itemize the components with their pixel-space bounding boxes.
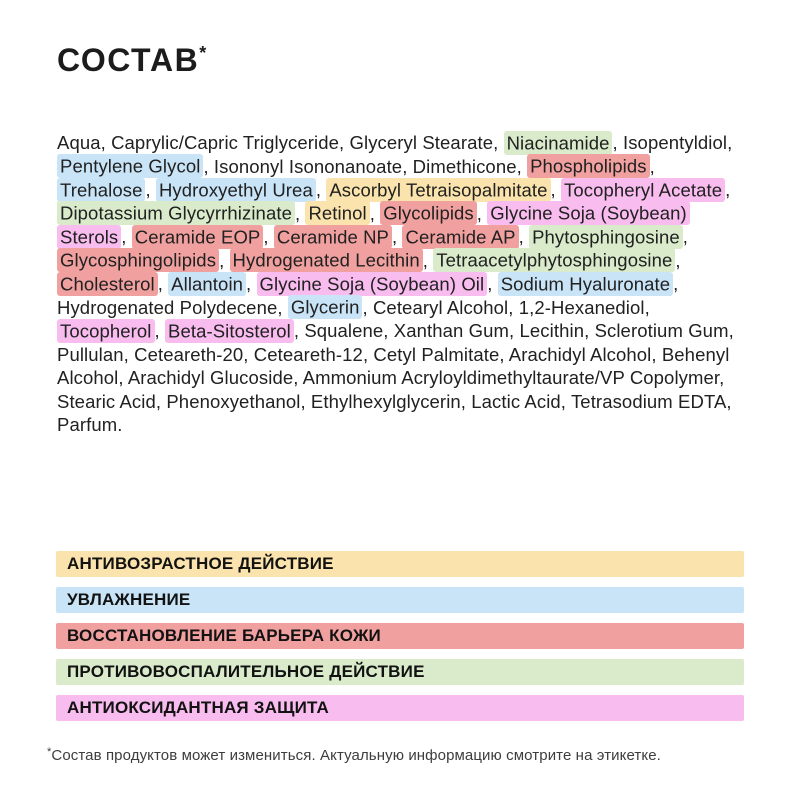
ingredient-highlight-hydration: Allantoin <box>168 272 246 296</box>
ingredient-text: Aqua, Caprylic/Capric Triglyceride, Glyceryl Stearate, <box>57 132 504 153</box>
page-title-text: СОСТАВ <box>57 42 200 78</box>
ingredient-text: , <box>725 179 731 200</box>
ingredient-highlight-hydration: Hydroxyethyl Urea <box>156 178 316 202</box>
ingredient-highlight-antioxidant: Tocopherol <box>57 319 155 343</box>
ingredient-text: , <box>392 226 403 247</box>
legend-bar-label: АНТИОКСИДАНТНАЯ ЗАЩИТА <box>67 698 330 717</box>
ingredient-text: , <box>263 226 274 247</box>
ingredient-highlight-antioxidant: Glycine Soja (Soybean) Sterols <box>57 201 690 249</box>
ingredient-highlight-antiinflammatory: Niacinamide <box>504 131 613 155</box>
ingredient-highlight-hydration: Trehalose <box>57 178 145 202</box>
ingredient-text: , Isononyl Isononanoate, Dimethicone, <box>203 155 528 177</box>
ingredient-highlight-antioxidant: Glycine Soja (Soybean) Oil <box>257 272 488 296</box>
ingredient-text: , <box>294 202 306 224</box>
ingredient-text: , Cetearyl Alcohol, 1,2-Hexanediol, <box>362 296 650 318</box>
ingredient-highlight-barrier: Hydrogenated Lecithin <box>230 248 423 272</box>
ingredient-highlight-barrier: Glycosphingolipids <box>57 248 219 272</box>
ingredient-highlight-antiinflammatory: Tetraacetylphytosphingosine <box>433 248 675 272</box>
legend-bar-label: УВЛАЖНЕНИЕ <box>67 590 191 609</box>
ingredient-highlight-antiaging: Ascorbyl Tetraisopalmitate <box>326 178 550 202</box>
legend-bar-antioxidant <box>56 695 744 721</box>
ingredient-highlight-barrier: Ceramide NP <box>274 225 392 249</box>
ingredient-highlight-antiaging: Retinol <box>305 201 369 225</box>
legend <box>56 551 744 731</box>
ingredient-text: , Squalene, Xanthan Gum, Lecithin, Sclerotium Gum, Pullulan, Ceteareth-20, Ceteareth-12, Cetyl Palmitate, Arachidyl Alcohol, Behenyl Alcohol, Arachidyl Glucoside, Ammonium Acryloyldimethyltaurate/VP Copolymer, Stearic Acid, Phenoxyethanol, Ethylhexylglycerin, Lactic Acid, Tetrasodium EDTA, Parfum. <box>57 320 734 435</box>
legend-bar-hydration <box>56 587 744 613</box>
ingredient-highlight-antioxidant: Tocopheryl Acetate <box>561 178 725 202</box>
ingredient-highlight-barrier: Ceramide AP <box>402 225 518 249</box>
ingredient-text: , <box>422 249 434 271</box>
ingredient-text: , <box>154 320 165 341</box>
legend-bar-antiinflammatory <box>56 659 744 685</box>
ingredient-text: , <box>369 202 381 224</box>
ingredient-highlight-hydration: Pentylene Glycol <box>57 154 203 178</box>
legend-bar-barrier <box>56 623 744 649</box>
footnote <box>47 746 661 764</box>
ingredient-highlight-hydration: Sodium Hyaluronate <box>498 272 673 296</box>
title-asterisk: * <box>199 43 207 63</box>
ingredient-text: , <box>550 179 561 200</box>
ingredient-text: , <box>121 226 132 247</box>
ingredient-text: , <box>675 249 681 271</box>
ingredient-highlight-antiinflammatory: Dipotassium Glycyrrhizinate <box>57 201 295 225</box>
ingredient-text: , Isopentyldiol, <box>612 132 733 153</box>
ingredient-text: , <box>649 155 655 177</box>
ingredient-text: , <box>145 179 156 200</box>
ingredient-highlight-hydration: Glycerin <box>288 295 363 319</box>
ingredient-text: , <box>487 273 498 294</box>
ingredient-highlight-barrier: Ceramide EOP <box>132 225 264 249</box>
ingredient-text: , Hydrogenated Polydecene, <box>57 273 679 318</box>
ingredient-highlight-antioxidant: Beta-Sitosterol <box>165 319 294 343</box>
ingredient-highlight-barrier: Phospholipids <box>527 154 650 178</box>
ingredient-highlight-antiinflammatory: Phytosphingosine <box>529 225 683 249</box>
ingredient-text: , <box>315 179 327 200</box>
legend-bar-label: ПРОТИВОВОСПАЛИТЕЛЬНОЕ ДЕЙСТВИЕ <box>67 662 425 681</box>
ingredient-text: , <box>219 249 230 271</box>
legend-bar-label: АНТИВОЗРАСТНОЕ ДЕЙСТВИЕ <box>67 554 334 573</box>
ingredient-text: , <box>157 273 169 294</box>
legend-bar-antiaging <box>56 551 744 577</box>
ingredient-text: , <box>518 226 530 247</box>
ingredient-highlight-barrier: Glycolipids <box>380 201 477 225</box>
footnote-asterisk: * <box>47 746 52 758</box>
ingredient-text: , <box>246 273 257 294</box>
legend-bar-label: ВОССТАНОВЛЕНИЕ БАРЬЕРА КОЖИ <box>67 626 381 645</box>
ingredient-text: , <box>682 226 688 247</box>
page-title <box>57 42 206 79</box>
footnote-text: Состав продуктов может измениться. Актуальную информацию смотрите на этикетке. <box>51 747 661 764</box>
ingredient-text: , <box>476 202 488 224</box>
ingredients-paragraph <box>57 131 749 437</box>
ingredient-highlight-barrier: Cholesterol <box>57 272 158 296</box>
